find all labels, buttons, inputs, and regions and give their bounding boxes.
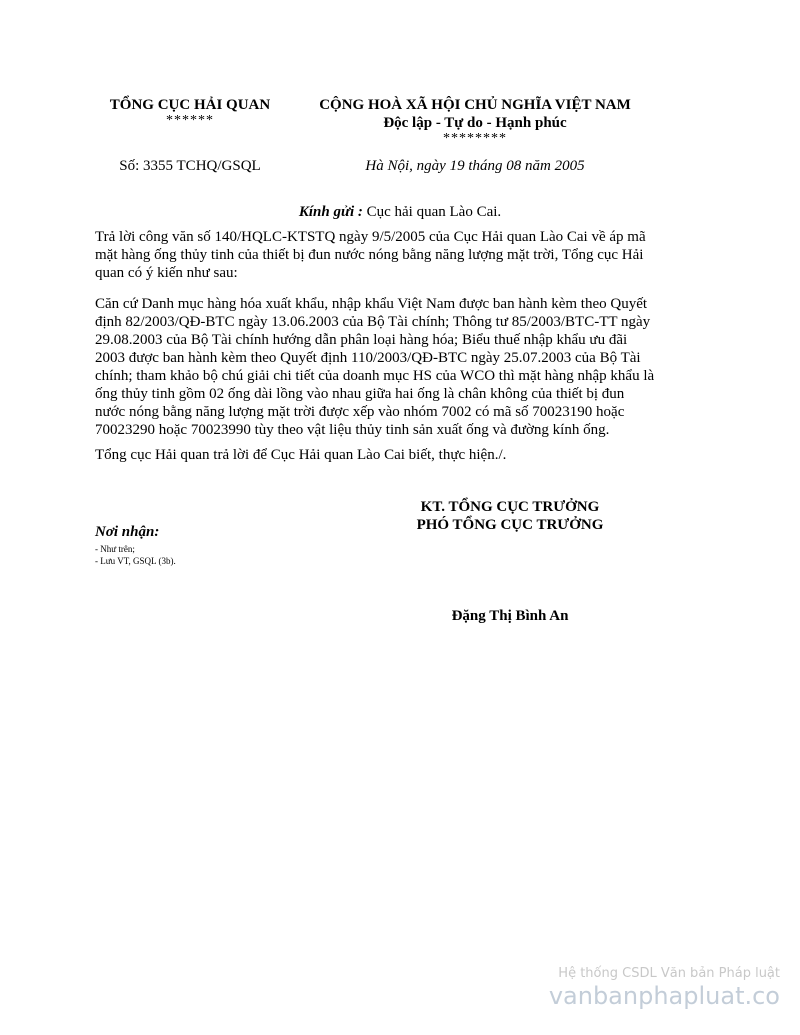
issuing-agency-block [95, 96, 285, 128]
signature-title-line-1: KT. TỔNG CỤC TRƯỞNG [420, 499, 600, 515]
agency-separator: ****** [166, 113, 214, 128]
document-date: Hà Nội, ngày 19 tháng 08 năm 2005 [365, 158, 585, 174]
receivers-title: Nơi nhận: [95, 524, 160, 540]
signature-title-line-2: PHÓ TỔNG CỤC TRƯỞNG [416, 517, 604, 533]
country-name: CỘNG HOÀ XÃ HỘI CHỦ NGHĨA VIỆT NAM [319, 97, 631, 113]
issuing-agency: TỔNG CỤC HẢI QUAN [109, 97, 271, 113]
receiver-item: - Như trên; [95, 544, 135, 554]
document-number: Số: 3355 TCHQ/GSQL [119, 158, 261, 174]
watermark-site-name: vanbanphapluat.co [548, 982, 780, 1010]
national-header-block [290, 96, 660, 146]
watermark-caption: Hệ thống CSDL Văn bản Pháp luật [558, 966, 780, 981]
motto-separator: ******** [443, 131, 507, 146]
receivers-list [95, 543, 176, 567]
body-paragraph-3: Tổng cục Hải quan trả lời để Cục Hải quan Lào Cai biết, thực hiện./. [95, 447, 507, 463]
recipient-label: Kính gửi : [298, 204, 363, 220]
signer-name: Đặng Thị Bình An [451, 608, 569, 624]
receiver-item: - Lưu VT, GSQL (3b). [95, 556, 176, 566]
recipient-name: Cục hải quan Lào Cai. [362, 204, 502, 220]
signature-title-block [390, 498, 630, 534]
recipient-line [80, 204, 720, 221]
body-paragraph-2: Căn cứ Danh mục hàng hóa xuất khẩu, nhập khẩu Việt Nam được ban hành kèm theo Quyết định 82/2003/QĐ-BTC ngày 13.06.2003 của Bộ Tài chính; Thông tư 85/2003/BTC-TT ngày 29.08.2003 của Bộ Tài chính hướng dẫn phân loại hàng hóa; Biểu thuế nhập khẩu ưu đãi 2003 được ban hành kèm theo Quyết định 110/2003/QĐ-BTC ngày 25.07.2003 của Bộ Tài chính; tham khảo bộ chú giải chi tiết của doanh mục HS của WCO thì mặt hàng nhập khẩu là ống thủy tinh gồm 02 ống dài lồng vào nhau giữa hai ống là chân không của thiết bị đun nước nóng bằng năng lượng mặt trời được xếp vào nhóm 7002 có mã số 70023190 hoặc 70023290 hoặc 70023990 tùy theo vật liệu thủy tinh sản xuất ống và đường kính ống. [95, 296, 655, 438]
body-paragraph-1: Trả lời công văn số 140/HQLC-KTSTQ ngày 9/5/2005 của Cục Hải quan Lào Cai về áp mã mặt hàng ống thủy tinh của thiết bị đun nước nóng bằng năng lượng mặt trời, Tổng cục Hải quan có ý kiến như sau: [95, 229, 646, 281]
national-motto: Độc lập - Tự do - Hạnh phúc [383, 115, 567, 131]
